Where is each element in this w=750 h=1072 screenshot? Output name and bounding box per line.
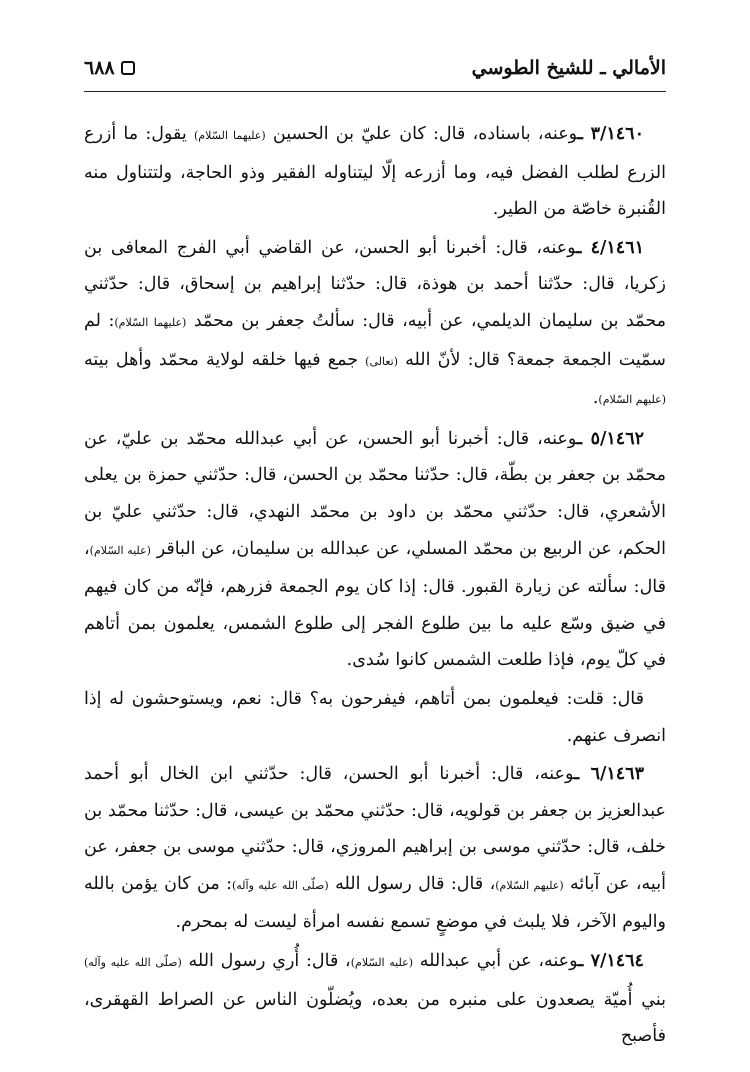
page-number: ٦٨٨: [84, 57, 115, 79]
hadith-text: .: [592, 388, 599, 409]
honorific: (صلّى الله عليه وآله): [84, 956, 182, 970]
hadith-text: بني أُميّة يصعدون على منبره من بعده، ويُضلّون الناس عن الصراط القهقرى، فأصبح: [84, 989, 666, 1047]
honorific: (عليهم السّلام): [598, 393, 666, 407]
page-number-block: [84, 57, 135, 79]
honorific: (عليهما السّلام): [114, 315, 187, 329]
hadith-number: ٦/١٤٦٣ ـ: [574, 764, 644, 785]
hadith-number: ٤/١٤٦١ ـ: [576, 237, 644, 258]
hadith-paragraph: [84, 421, 666, 679]
hadith-text: وعنه، قال: أخبرنا أبو الحسن، عن أبي عبدالله محمّد بن عليّ، عن محمّد بن جعفر بن بطّة، قال: حدّثنا محمّد بن الحسن، قال: حدّثني حمزة بن يعلى الأشعري، قال: حدّثني محمّد بن داود بن محمّد النهدي، قال: حدّثني عليّ بن الحكم، عن الربيع بن محمّد المسلي، عن عبدالله بن سليمان، عن الباقر: [84, 428, 666, 559]
honorific: (عليه السّلام): [89, 543, 151, 557]
hadith-text: : لم سمّيت الجمعة جمعة؟ قال: لأنّ الله: [84, 310, 666, 370]
hadith-number: ٥/١٤٦٢ ـ: [576, 428, 644, 449]
header-rule: [84, 91, 666, 92]
hadith-text: وعنه، قال: أخبرنا أبو الحسن، عن القاضي أبي الفرج المعافى بن زكريا، قال: حدّثنا أحمد بن هوذة، قال: حدّثنا إبراهيم بن إسحاق، قال: حدّثني محمّد بن سليمان الديلمي، عن أبيه، قال: سألتُ جعفر بن محمّد: [84, 237, 667, 331]
hadith-paragraph: [84, 681, 666, 754]
hadith-paragraph: [84, 116, 666, 228]
honorific: (عليهما السّلام): [193, 129, 266, 142]
hadith-text: ، قال: قال رسول الله: [335, 873, 496, 894]
hadith-number: ٣/١٤٦٠ ـ: [577, 124, 644, 144]
hadith-text: يقول: ما أزرع الزرع لطلب الفضل فيه، وما أزرعه إلّا ليتناوله الفقير وذو الحاجة، ولتتناول منه القُنبرة خاصّة من الطير.: [84, 124, 666, 220]
honorific: (عليه السّلام): [350, 956, 413, 970]
hadith-number: ٧/١٤٦٤ ـ: [578, 951, 644, 972]
page-body: [84, 116, 666, 1057]
hadith-text: وعنه، باسناده، قال: كان عليّ بن الحسين: [272, 124, 578, 144]
hadith-text: ، قال: أُري رسول الله: [188, 951, 351, 972]
hadith-paragraph: [84, 230, 666, 419]
hadith-paragraph: [84, 943, 666, 1055]
page-header: [84, 46, 666, 90]
book-title: الأمالي ـ للشيخ الطوسي: [471, 57, 666, 79]
square-marker-icon: [121, 61, 135, 75]
hadith-text: جمع فيها خلقه لولاية محمّد وأهل بيته: [84, 349, 359, 370]
hadith-text: ، قال: سألته عن زيارة القبور. قال: إذا كان يوم الجمعة فزرهم، فإنّه من كان فيهم في ضيق وسّع عليه ما بين طلوع الفجر إلى طلوع الشمس، يعلمون بمن أتاهم في كلّ يوم، فإذا طلعت الشمس كانوا سُدى.: [84, 538, 666, 671]
hadith-text: قال: قلت: فيعلمون بمن أتاهم، فيفرحون به؟ قال: نعم، ويستوحشون له إذا انصرف عنهم.: [84, 688, 666, 746]
hadith-text: : من كان يؤمن بالله واليوم الآخر، فلا يلبث في موضعٍ تسمع نفسه امرأة ليست له بمحرم.: [84, 873, 666, 933]
hadith-text: وعنه، عن أبي عبدالله: [419, 951, 579, 972]
hadith-paragraph: [84, 756, 666, 941]
hadith-text: وعنه، قال: أخبرنا أبو الحسن، قال: حدّثني ابن الخال أبو أحمد عبدالعزيز بن جعفر بن قولويه، قال: حدّثني محمّد بن عيسى، قال: حدّثنا محمّد بن خلف، قال: حدّثني موسى بن إبراهيم المروزي، قال: حدّثني موسى بن جعفر، عن أبيه، عن آبائه: [84, 764, 666, 894]
honorific: (صلّى الله عليه وآله): [231, 878, 329, 892]
honorific: (تعالى): [365, 354, 398, 368]
honorific: (عليهم السّلام): [495, 878, 564, 892]
